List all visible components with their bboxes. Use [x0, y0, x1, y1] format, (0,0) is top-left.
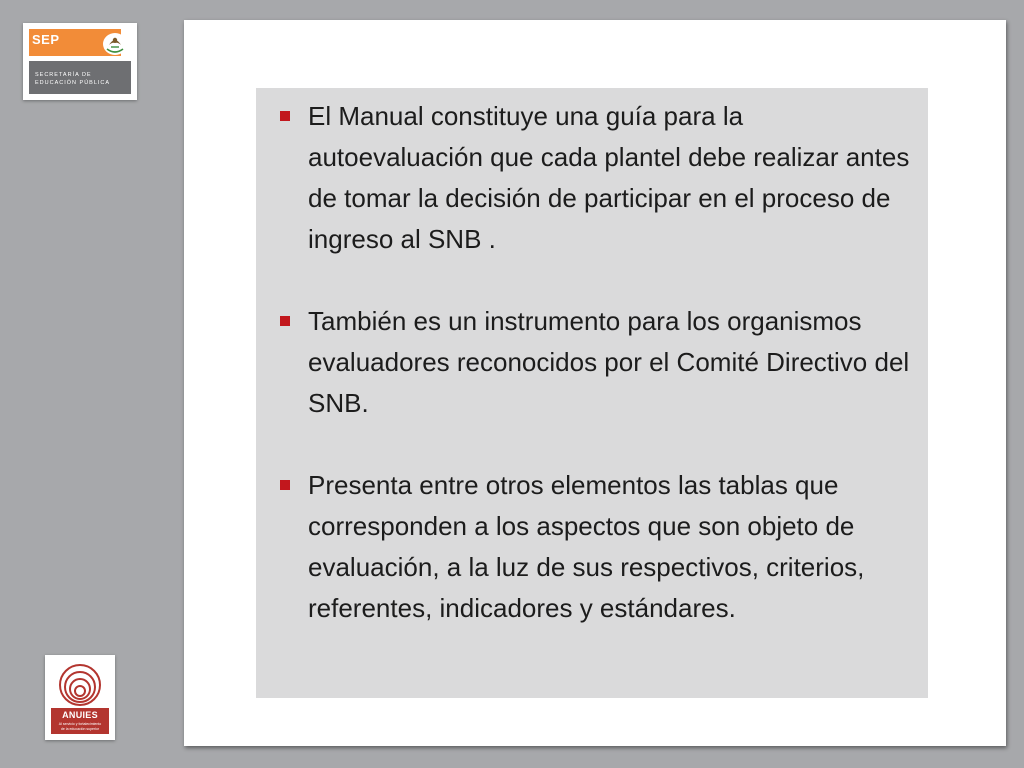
sep-logo [23, 23, 137, 100]
bullet-text: El Manual constituye una guía para la autoevaluación que cada plantel debe realizar antes de tomar la decisión de participar en el proceso de ingreso al SNB . [308, 101, 910, 254]
sep-subtitle-line1: SECRETARÍA DE [35, 72, 92, 78]
bullet-item [280, 465, 920, 629]
sep-acronym: SEP [32, 32, 60, 47]
anuies-logo [45, 655, 115, 740]
bullet-item [280, 96, 920, 260]
sep-subtitle-block [29, 61, 131, 94]
anuies-band [51, 708, 109, 734]
anuies-tagline-line2: de la educación superior [60, 726, 100, 731]
content-box [256, 88, 928, 698]
square-bullet-icon [280, 480, 290, 490]
bullet-list [280, 96, 920, 670]
bullet-item [280, 301, 920, 424]
slide-canvas [184, 20, 1006, 746]
sep-subtitle-line2: EDUCACIÓN PÚBLICA [35, 80, 111, 86]
anuies-tagline-line1: Al servicio y fortalecimiento [58, 722, 102, 726]
square-bullet-icon [280, 316, 290, 326]
bullet-text: También es un instrumento para los organismos evaluadores reconocidos por el Comité Directivo del SNB. [308, 306, 910, 418]
bullet-text: Presenta entre otros elementos las tablas que corresponden a los aspectos que son objeto de evaluación, a la luz de sus respectivos, criterios, referentes, indicadores y estándares. [308, 470, 865, 623]
concentric-rings-icon [58, 663, 102, 707]
anuies-name: ANUIES [62, 710, 98, 720]
eagle-seal-icon [101, 31, 129, 57]
anuies-tagline [51, 722, 109, 731]
square-bullet-icon [280, 111, 290, 121]
